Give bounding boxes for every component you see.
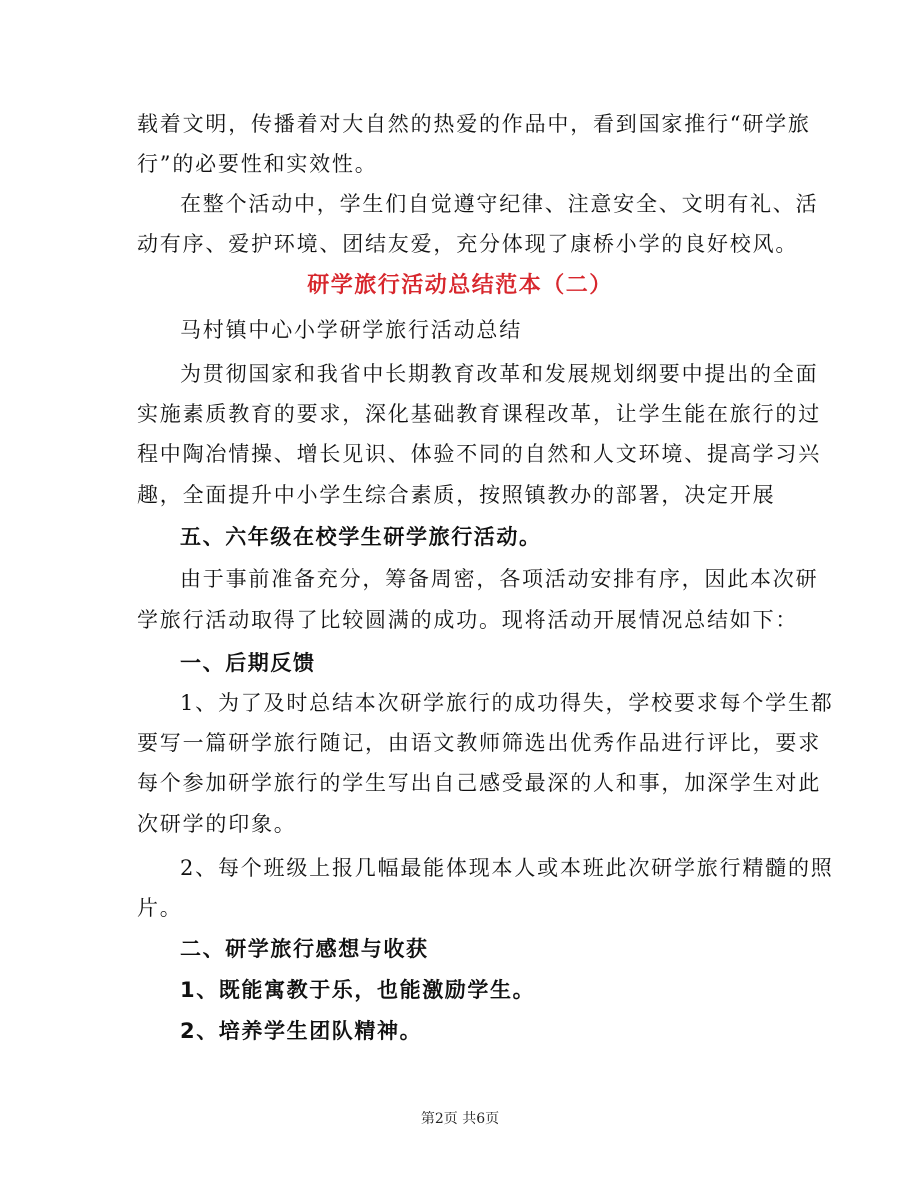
bold-heading: 五、六年级在校学生研学旅行活动。 xyxy=(180,525,542,549)
page-number: 第2页 共6页 xyxy=(420,1111,500,1127)
paragraph-line: 2、每个班级上报几幅最能体现本人或本班此次研学旅行精髓的照 xyxy=(180,856,834,880)
paragraph-line: 片。 xyxy=(137,896,183,920)
paragraph-line: 要写一篇研学旅行随记，由语文教师筛选出优秀作品进行评比，要求 xyxy=(137,731,821,755)
paragraph-line: 程中陶冶情操、增长见识、体验不同的自然和人文环境、提高学习兴 xyxy=(137,442,821,466)
list-item: 2、培养学生团队精神。 xyxy=(180,1019,423,1043)
paragraph-line: 1、为了及时总结本次研学旅行的成功得失，学校要求每个学生都 xyxy=(180,691,834,715)
paragraph-line: 载着文明，传播着对大自然的热爱的作品中，看到国家推行“研学旅 xyxy=(137,112,811,136)
paragraph-line: 趣，全面提升中小学生综合素质，按照镇教办的部署，决定开展 xyxy=(137,483,776,507)
paragraph-line: 实施素质教育的要求，深化基础教育课程改革，让学生能在旅行的过 xyxy=(137,402,821,426)
paragraph-line: 由于事前准备充分，筹备周密，各项活动安排有序，因此本次研 xyxy=(180,567,819,591)
paragraph-line: 为贯彻国家和我省中长期教育改革和发展规划纲要中提出的全面 xyxy=(180,362,819,386)
section-title: 研学旅行活动总结范本（二） xyxy=(307,273,613,298)
paragraph-line: 次研学的印象。 xyxy=(137,812,297,836)
paragraph-line: 在整个活动中，学生们自觉遵守纪律、注意安全、文明有礼、活 xyxy=(180,192,819,216)
paragraph-line: 动有序、爱护环境、团结友爱，充分体现了康桥小学的良好校风。 xyxy=(137,232,799,256)
section-heading: 一、后期反馈 xyxy=(180,651,316,675)
section-heading: 二、研学旅行感想与收获 xyxy=(180,937,429,961)
list-item: 1、既能寓教于乐，也能激励学生。 xyxy=(180,978,536,1002)
paragraph-line: 学旅行活动取得了比较圆满的成功。现将活动开展情况总结如下： xyxy=(137,608,799,632)
paragraph-line: 每个参加研学旅行的学生写出自己感受最深的人和事，加深学生对此 xyxy=(137,771,821,795)
subtitle: 马村镇中心小学研学旅行活动总结 xyxy=(180,318,522,342)
paragraph-line: 行”的必要性和实效性。 xyxy=(137,152,378,176)
